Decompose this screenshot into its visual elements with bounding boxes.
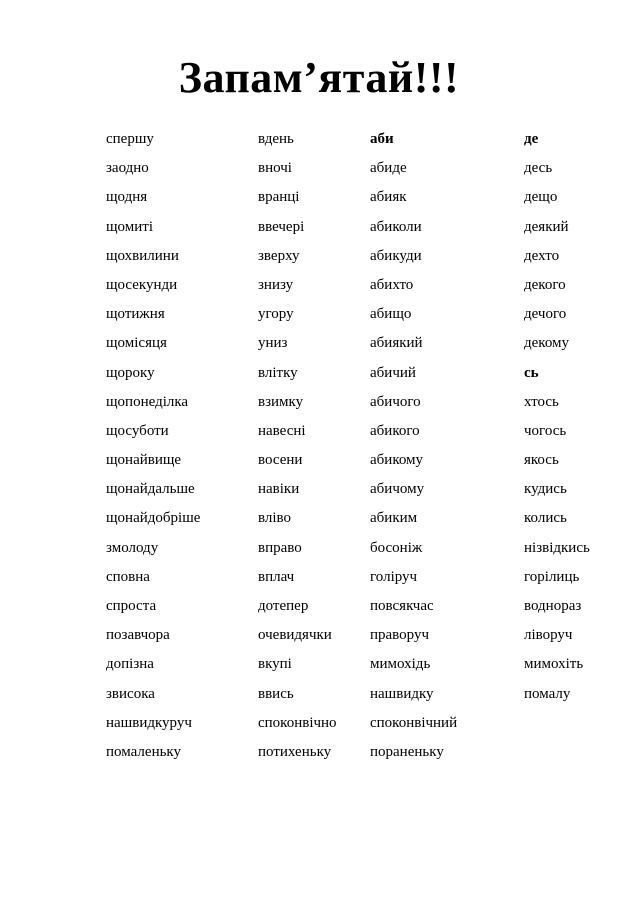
word-cell: сь	[524, 364, 539, 381]
word-cell: вправо	[258, 539, 302, 556]
word-cell: горілиць	[524, 568, 580, 585]
word-cell: пораненьку	[370, 743, 444, 760]
word-cell: абичого	[370, 393, 421, 410]
word-cell: кудись	[524, 481, 567, 498]
word-cell: абичому	[370, 481, 425, 498]
word-cell: очевидячки	[258, 627, 332, 644]
word-cell: споконвічний	[370, 714, 458, 731]
word-cell: абихто	[370, 276, 414, 293]
word-cell: абиколи	[370, 218, 422, 235]
word-cell: абичий	[370, 364, 416, 381]
word-cell: ввечері	[258, 218, 305, 235]
word-cell: мимохіть	[524, 656, 584, 673]
word-cell: заодно	[106, 160, 149, 177]
word-cell: абияк	[370, 189, 407, 206]
word-cell: щодня	[106, 189, 148, 206]
word-cell: голіруч	[370, 568, 418, 585]
word-cell: восени	[258, 452, 303, 469]
word-cell: декого	[524, 276, 566, 293]
word-cell: влітку	[258, 364, 298, 381]
word-cell: десь	[524, 160, 553, 177]
word-cell: вкупі	[258, 656, 292, 673]
word-cell: абиякий	[370, 335, 423, 352]
word-cell: щотижня	[106, 306, 165, 323]
word-cell: позавчора	[106, 627, 170, 644]
word-cell: сповна	[106, 568, 150, 585]
word-cell: вдень	[258, 131, 294, 147]
word-cell: деякий	[524, 218, 569, 235]
word-cell: навіки	[258, 481, 300, 498]
word-cell: дещо	[524, 189, 558, 206]
word-cell: вночі	[258, 160, 292, 177]
word-cell: нізвідкись	[524, 539, 590, 556]
word-cell: ліворуч	[524, 627, 573, 644]
word-cell: знизу	[258, 276, 294, 293]
page-title: Запам’ятай!!!	[178, 53, 460, 102]
word-cell: вранці	[258, 189, 300, 206]
word-cell: абикого	[370, 422, 420, 439]
word-cell: спершу	[106, 131, 154, 147]
word-cell: змолоду	[106, 539, 159, 556]
word-cell: босоніж	[370, 539, 423, 556]
word-cell: щопонеділка	[106, 393, 189, 410]
word-cell: щороку	[106, 364, 155, 381]
word-cell: униз	[258, 335, 288, 352]
word-cell: мимохідь	[370, 656, 431, 673]
word-cell: праворуч	[370, 627, 430, 644]
word-cell: потихеньку	[258, 743, 332, 760]
word-cell: ввись	[258, 685, 294, 702]
word-cell: дотепер	[258, 598, 309, 614]
word-cell: де	[524, 131, 539, 147]
word-cell: чогось	[524, 422, 567, 439]
word-cell: абищо	[370, 306, 412, 323]
word-cell: помаленьку	[106, 743, 182, 760]
word-cell: абикому	[370, 452, 424, 469]
word-cell: хтось	[524, 393, 559, 410]
word-cell: щосекунди	[106, 276, 178, 293]
word-cell: вплач	[258, 568, 295, 585]
word-cell: щонайдобріше	[106, 510, 201, 527]
word-cell: щонайвище	[106, 452, 182, 469]
word-cell: дечого	[524, 306, 567, 323]
word-cell: щомісяця	[106, 335, 167, 352]
word-cell: щомиті	[106, 218, 154, 235]
word-cell: якось	[524, 452, 559, 469]
word-cell: споконвічно	[258, 714, 337, 731]
word-cell: взимку	[258, 393, 304, 410]
word-cell: нашвидку	[370, 685, 434, 702]
word-cell: дехто	[524, 247, 560, 264]
word-cell: абиде	[370, 160, 407, 177]
word-cell: щохвилини	[106, 247, 179, 264]
word-cell: щонайдальше	[106, 481, 195, 498]
word-cell: допізна	[106, 656, 154, 673]
word-cell: звисока	[106, 685, 155, 702]
word-cell: нашвидкуруч	[106, 714, 192, 731]
word-cell: зверху	[258, 247, 300, 264]
word-cell: повсякчас	[370, 598, 434, 614]
word-cell: навесні	[258, 422, 306, 439]
word-cell: помалу	[524, 685, 571, 702]
word-cell: абикуди	[370, 247, 422, 264]
word-cell: воднораз	[524, 598, 582, 614]
word-cell: декому	[524, 335, 570, 352]
word-cell: абиким	[370, 510, 418, 527]
word-cell: аби	[370, 131, 394, 147]
word-cell: вліво	[258, 510, 292, 527]
word-cell: угору	[258, 306, 294, 323]
word-cell: колись	[524, 510, 567, 527]
word-cell: спроста	[106, 598, 157, 614]
word-cell: щосуботи	[106, 422, 169, 439]
